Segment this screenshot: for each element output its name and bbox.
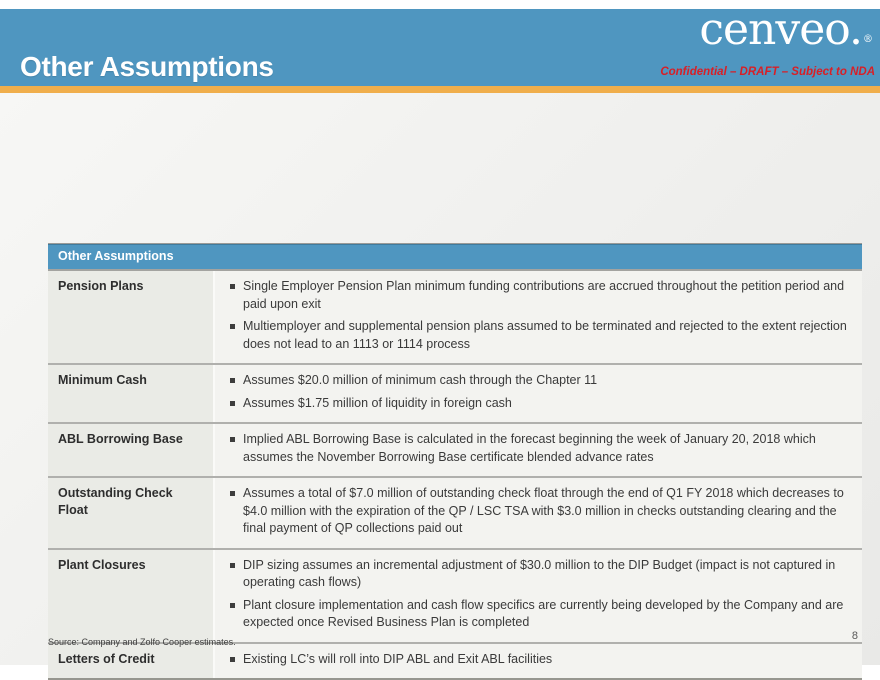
registered-trademark-icon: ® <box>863 34 873 45</box>
row-label: ABL Borrowing Base <box>48 424 215 476</box>
row-bullets <box>215 478 862 548</box>
row-label: Letters of Credit <box>48 644 215 679</box>
row-label: Minimum Cash <box>48 365 215 422</box>
page-number: 8 <box>851 630 858 642</box>
bullet-square-icon <box>230 378 235 383</box>
bullet-item <box>215 318 850 353</box>
bullet-text: Single Employer Pension Plan minimum funding contributions are accrued throughout the petition period and paid upon exit <box>243 279 845 311</box>
row-bullets <box>215 550 862 642</box>
bullet-item <box>215 597 850 632</box>
bullet-square-icon <box>230 401 235 406</box>
bullet-item <box>215 485 850 538</box>
bullet-item <box>215 372 850 390</box>
bullet-square-icon <box>230 284 235 289</box>
bullet-text: Assumes a total of $7.0 million of outstanding check float through the end of Q1 FY 2018 which decreases to $4.0 million with the expiration of the QP / LSC TSA with $3.0 million in checks outstanding clearing and the final payment of QP collections paid out <box>243 486 844 535</box>
cenveo-logo <box>699 4 873 55</box>
row-label: Pension Plans <box>48 271 215 363</box>
bullet-square-icon <box>230 491 235 496</box>
bullet-item <box>215 431 850 466</box>
row-bullets <box>215 644 862 679</box>
page-title: Other Assumptions <box>20 51 274 82</box>
bullet-square-icon <box>230 324 235 329</box>
table-rows-container <box>48 269 862 678</box>
bullet-square-icon <box>230 603 235 608</box>
bullet-square-icon <box>230 563 235 568</box>
row-bullets <box>215 271 862 363</box>
bullet-square-icon <box>230 437 235 442</box>
slide-body <box>0 93 880 665</box>
row-label: Plant Closures <box>48 550 215 642</box>
bullet-text: DIP sizing assumes an incremental adjustment of $30.0 million to the DIP Budget (impact is not captured in operating cash flows) <box>243 557 836 589</box>
bullet-item <box>215 557 850 592</box>
table-row <box>48 422 862 476</box>
source-note: Source: Company and Zolfo Cooper estimates. <box>48 637 236 647</box>
bullet-item <box>215 651 850 669</box>
bullet-text: Plant closure implementation and cash flow specifics are currently being developed by the Company and are expected once Revised Business Plan is completed <box>243 597 844 629</box>
cenveo-logo-text: cenveo. <box>699 4 862 55</box>
assumptions-table <box>48 243 862 680</box>
table-row <box>48 476 862 548</box>
bullet-item <box>215 395 850 413</box>
row-bullets <box>215 424 862 476</box>
bullet-square-icon <box>230 657 235 662</box>
table-row <box>48 269 862 363</box>
table-header: Other Assumptions <box>48 244 862 269</box>
confidential-notice: Confidential – DRAFT – Subject to NDA <box>660 66 875 78</box>
gold-accent-bar <box>0 86 880 93</box>
bullet-text: Assumes $20.0 million of minimum cash through the Chapter 11 <box>243 373 598 387</box>
bullet-text: Existing LC’s will roll into DIP ABL and Exit ABL facilities <box>243 651 553 666</box>
row-bullets <box>215 365 862 422</box>
row-label: Outstanding Check Float <box>48 478 215 548</box>
bullet-text: Implied ABL Borrowing Base is calculated in the forecast beginning the week of January 20, 2018 which assumes the November Borrowing Base certificate blended advance rates <box>243 432 816 464</box>
table-row <box>48 548 862 642</box>
bullet-text: Assumes $1.75 million of liquidity in foreign cash <box>243 395 512 410</box>
table-row <box>48 363 862 422</box>
bullet-item <box>215 278 850 313</box>
bullet-text: Multiemployer and supplemental pension plans assumed to be terminated and rejected to the extent rejection does not lead to an 1113 or 1114 process <box>243 319 847 351</box>
